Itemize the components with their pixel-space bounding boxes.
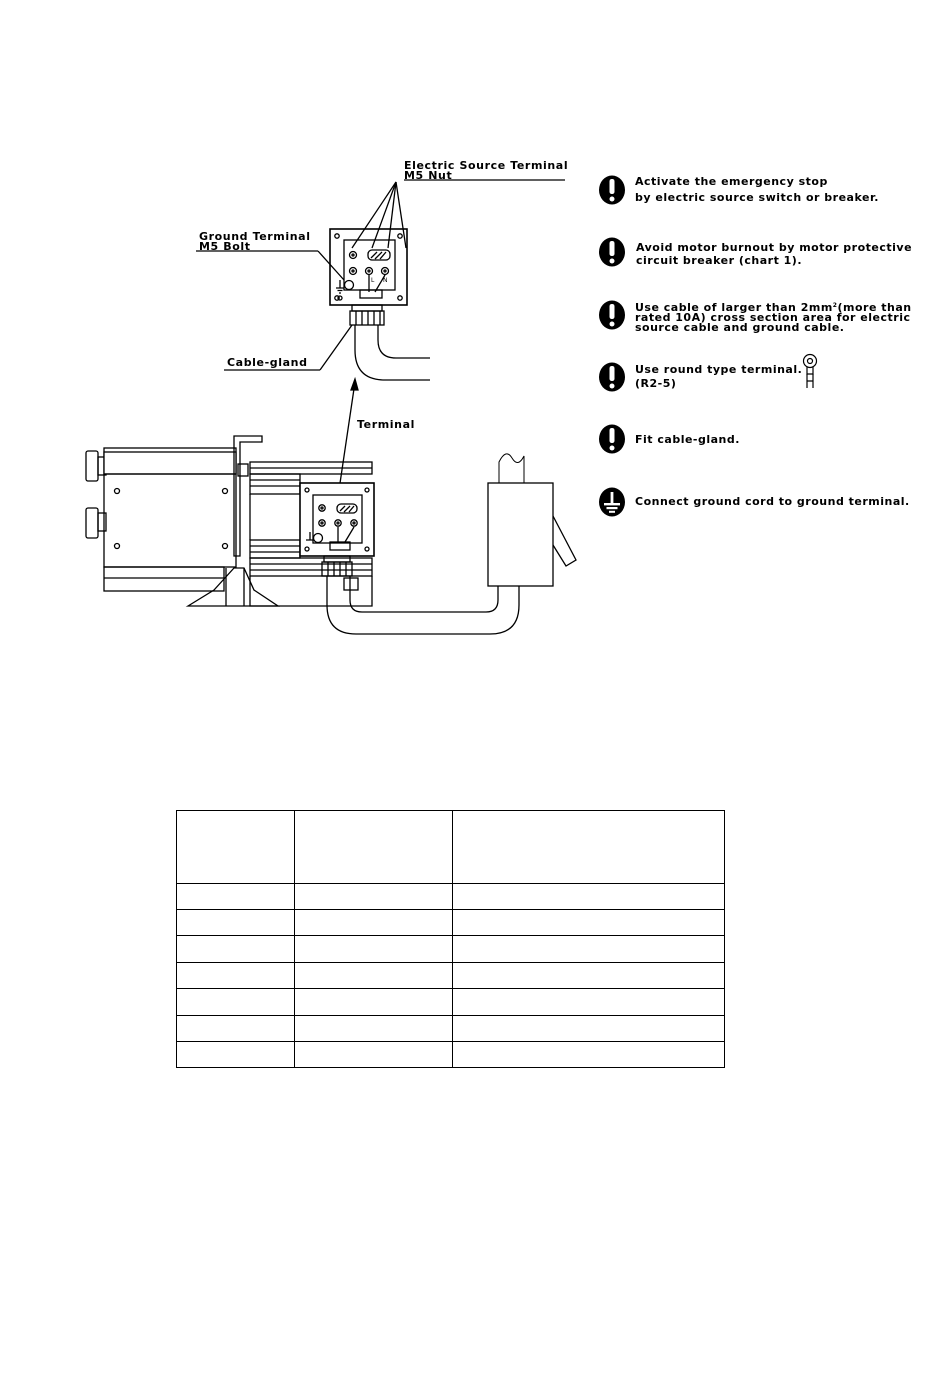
table-row: [177, 910, 725, 936]
specification-table: [176, 810, 725, 1068]
table-cell: [295, 811, 453, 884]
table-cell: [295, 936, 453, 963]
note-round-terminal: [635, 364, 802, 389]
table-cell: [453, 910, 725, 936]
table-cell: [295, 963, 453, 989]
l-marking: L: [371, 277, 375, 284]
motor: [250, 462, 374, 606]
table-cell: [177, 989, 295, 1016]
note-line: (R2-5): [635, 377, 677, 390]
table-row: [177, 936, 725, 963]
table-cell: [453, 936, 725, 963]
superscript-2: 2: [832, 302, 838, 309]
label-leader-lines: [196, 180, 565, 490]
note-line: circuit breaker (chart 1).: [636, 254, 803, 267]
n-marking: N: [383, 277, 388, 284]
table-row: [177, 884, 725, 910]
breaker-box: [488, 454, 576, 586]
table-header-row: [177, 811, 725, 884]
table-cell: [295, 1016, 453, 1042]
table-cell: [177, 884, 295, 910]
table-cell: [453, 1042, 725, 1068]
supply-cable: [327, 576, 519, 634]
table-cell: [177, 1042, 295, 1068]
electric-source-terminal-label: Electric Source Terminal: [404, 159, 569, 172]
pump-body: [86, 436, 278, 606]
table-cell: [177, 811, 295, 884]
table-cell: [453, 1016, 725, 1042]
exclamation-icon: [598, 175, 626, 205]
table-cell: [177, 963, 295, 989]
terminal-box-detail: [330, 229, 407, 305]
table-cell: [295, 989, 453, 1016]
table-cell: [453, 884, 725, 910]
table-cell: [453, 811, 725, 884]
exclamation-icon: [598, 424, 626, 454]
round-terminal-icon: [800, 352, 820, 392]
exclamation-icon: [598, 300, 626, 330]
cable-size-text: Use cable of larger than 2mm: [635, 301, 833, 314]
exclamation-icon: [598, 237, 626, 267]
note-line: Avoid motor burnout by motor protective: [636, 241, 913, 254]
note-cable-gland: [635, 434, 740, 445]
table-cell: [295, 1042, 453, 1068]
terminal-label: Terminal: [357, 418, 415, 431]
cable-gland-detail: [350, 305, 430, 380]
cable-size-text: (more than: [837, 301, 912, 314]
exclamation-icon: [598, 362, 626, 392]
table-cell: [177, 1016, 295, 1042]
note-line: Connect ground cord to ground terminal.: [635, 495, 910, 508]
note-line: by electric source switch or breaker.: [635, 191, 879, 204]
note-line: Use round type terminal.: [635, 363, 803, 376]
note-cable-size: [635, 301, 912, 333]
table-row: [177, 1016, 725, 1042]
note-line: Activate the emergency stop: [635, 175, 828, 188]
table-row: [177, 963, 725, 989]
table-row: [177, 1042, 725, 1068]
table-row: [177, 989, 725, 1016]
table-cell: [295, 910, 453, 936]
note-line: Fit cable-gland.: [635, 433, 740, 446]
note-line: rated 10A) cross section area for electric: [635, 311, 911, 324]
table-cell: [177, 936, 295, 963]
note-motor-protection: [636, 242, 912, 266]
table-cell: [453, 963, 725, 989]
table-cell: [453, 989, 725, 1016]
table-cell: [177, 910, 295, 936]
cable-gland-label: Cable-gland: [227, 356, 308, 369]
note-line: source cable and ground cable.: [635, 321, 845, 334]
m5-nut-label: M5 Nut: [404, 169, 453, 182]
note-ground-cord: [635, 496, 910, 507]
ground-icon: [598, 487, 626, 517]
note-emergency-stop: [635, 176, 879, 203]
table-cell: [295, 884, 453, 910]
ground-terminal-label: Ground Terminal: [199, 230, 311, 243]
m5-bolt-label: M5 Bolt: [199, 240, 251, 253]
